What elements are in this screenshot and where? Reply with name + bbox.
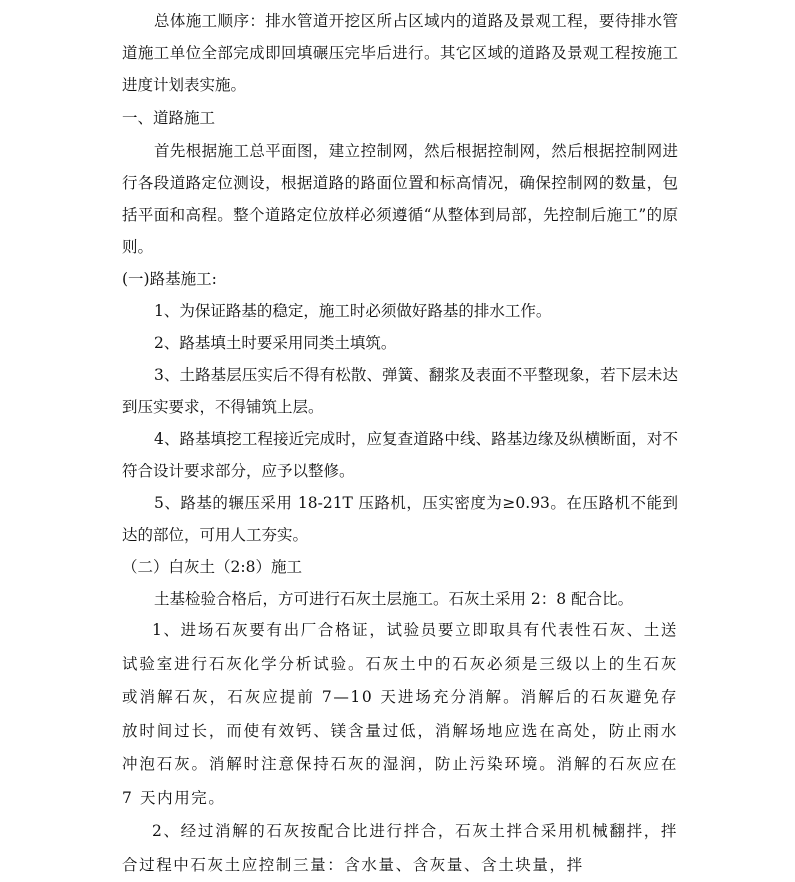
heading-lime-soil: （二）白灰土（2:8）施工 bbox=[122, 558, 302, 576]
list-item-lime-1: 1、进场石灰要有出厂合格证，试验员要立即取具有代表性石灰、土送试验室进行石灰化学分析试验。石灰土中的石灰必须是三级以上的生石灰或消解石灰，石灰应提前 7—10 天进场充分消解。消解后的石灰避免存放时间过长，而使有效钙、镁含量过低，消解场地应选在高处，防止雨水冲泡石灰。消解时注意保持石灰的湿润，防止污染环境。消解的石灰应在 7 天内用完。 bbox=[122, 621, 678, 807]
heading-road-construction: 一、道路施工 bbox=[122, 109, 216, 127]
heading-subgrade-construction: (一)路基施工: bbox=[122, 270, 217, 288]
paragraph-construction-sequence: 总体施工顺序：排水管道开挖区所占区域内的道路及景观工程，要待排水管道施工单位全部完成即回填碾压完毕后进行。其它区域的道路及景观工程按施工进度计划表实施。 bbox=[122, 12, 678, 94]
list-item-subgrade-1: 1、为保证路基的稳定，施工时必须做好路基的排水工作。 bbox=[154, 302, 552, 320]
list-item-subgrade-5: 5、路基的辗压采用 18-21T 压路机，压实密度为≥0.93。在压路机不能到达的部位，可用人工夯实。 bbox=[122, 494, 678, 544]
list-item-subgrade-3: 3、土路基层压实后不得有松散、弹簧、翻浆及表面不平整现象，若下层未达到压实要求，不得铺筑上层。 bbox=[122, 366, 678, 416]
list-item-lime-2: 2、经过消解的石灰按配合比进行拌合，石灰土拌合采用机械翻拌，拌合过程中石灰土应控制三量：含水量、含灰量、含土块量，拌 bbox=[122, 822, 678, 874]
list-item-subgrade-2: 2、路基填土时要采用同类土填筑。 bbox=[154, 334, 397, 352]
paragraph-lime-soil-intro: 土基检验合格后，方可进行石灰土层施工。石灰土采用 2：8 配合比。 bbox=[154, 590, 634, 608]
list-item-subgrade-4: 4、路基填挖工程接近完成时，应复查道路中线、路基边缘及纵横断面，对不符合设计要求部分，应予以整修。 bbox=[122, 430, 678, 480]
paragraph-control-network: 首先根据施工总平面图，建立控制网，然后根据控制网，然后根据控制网进行各段道路定位测设，根据道路的路面位置和标高情况，确保控制网的数量，包括平面和高程。整个道路定位放样必须遵循“从整体到局部，先控制后施工”的原则。 bbox=[122, 142, 678, 256]
